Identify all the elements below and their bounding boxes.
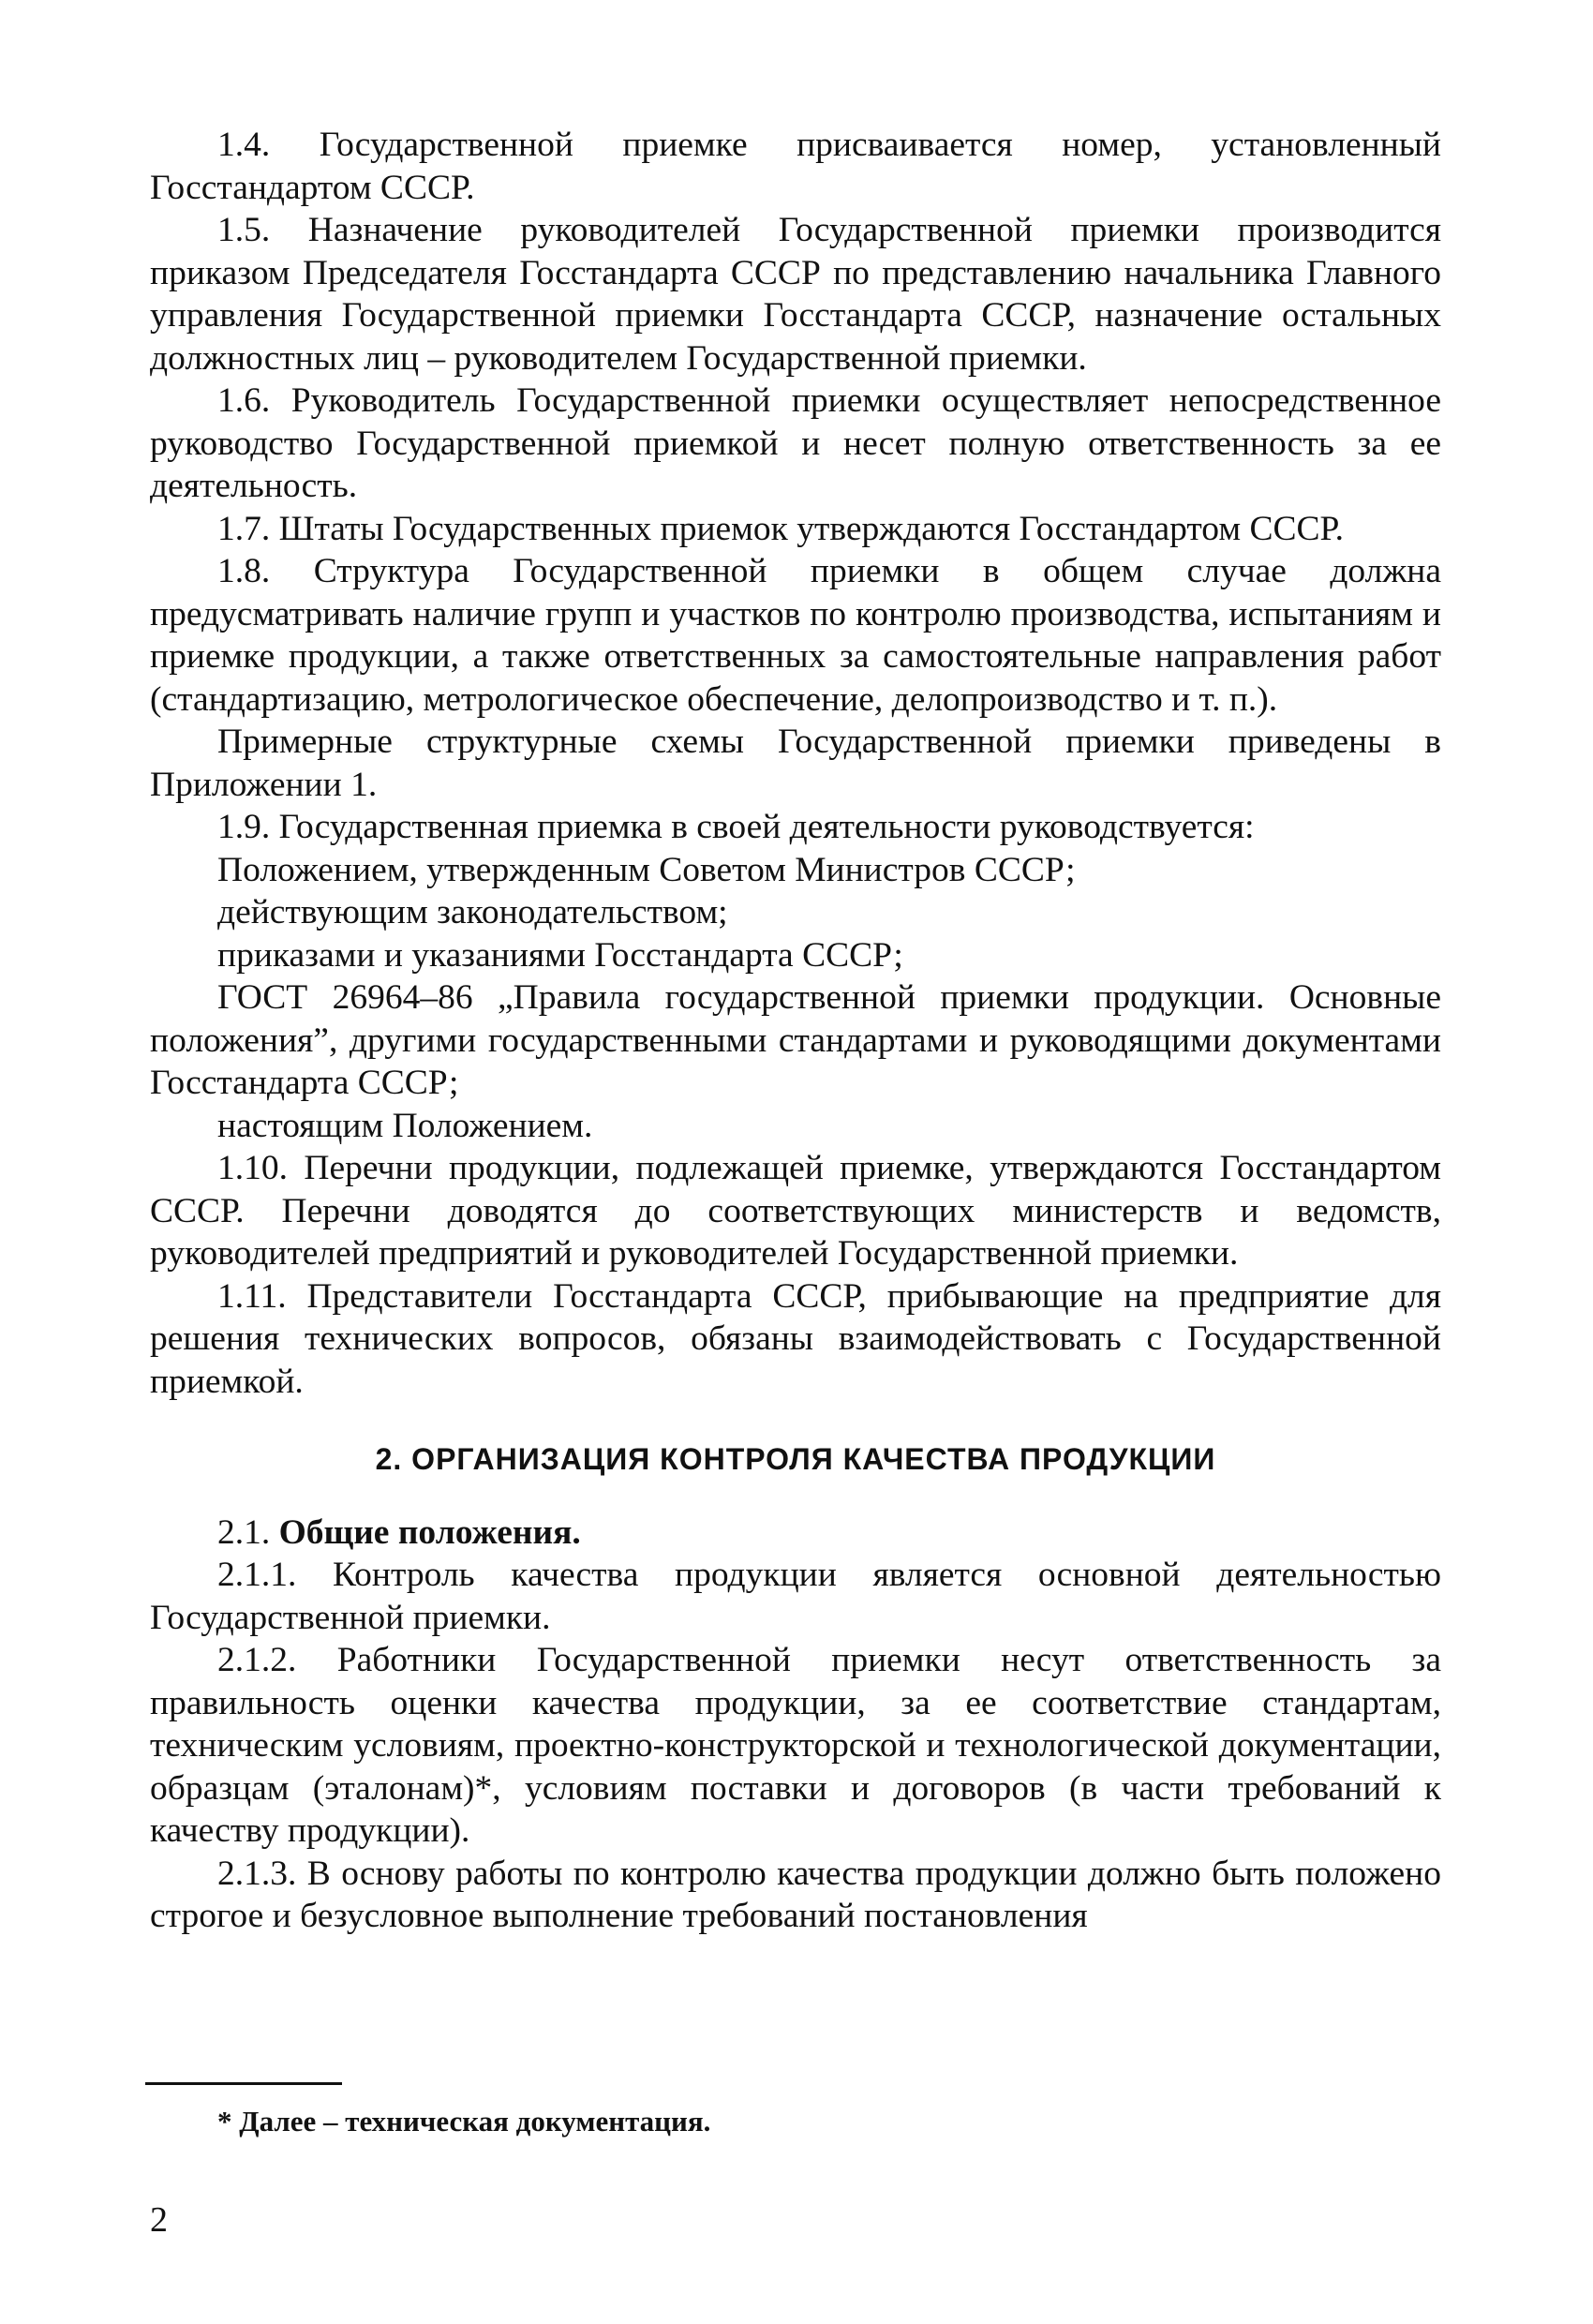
- guidance-list-item: действующим законодательством;: [217, 893, 728, 931]
- paragraph-1-8: 1.8. Структура Государственной приемки в общем случае должна предусматривать наличие групп и участков по контролю производства, испытаниям и приемке продукции, а также ответственных за самостоятельные направления работ (стандартизацию, метрологическое обеспечение, делопроизводство и т. п.).: [150, 552, 1441, 719]
- paragraph-this-regulation: настоящим Положением.: [217, 1106, 593, 1145]
- paragraph-2-1-1: 2.1.1. Контроль качества продукции является основной деятельностью Государственной приемки.: [150, 1556, 1441, 1637]
- paragraph-appendix-note: Примерные структурные схемы Государственной приемки приведены в Приложении 1.: [150, 723, 1441, 804]
- paragraph-1-7: 1.7. Штаты Государственных приемок утверждаются Госстандартом СССР.: [217, 509, 1345, 548]
- paragraph-1-11: 1.11. Представители Госстандарта СССР, прибывающие на предприятие для решения технических вопросов, обязаны взаимодействовать с Государственной приемкой.: [150, 1276, 1441, 1401]
- paragraph-1-4: 1.4. Государственной приемке присваивается номер, установленный Госстандартом СССР.: [150, 126, 1441, 207]
- footnote: * Далее – техническая документация.: [217, 2105, 711, 2138]
- page-number: 2: [150, 2200, 168, 2240]
- section-heading: 2. ОРГАНИЗАЦИЯ КОНТРОЛЯ КАЧЕСТВА ПРОДУКЦИИ: [375, 1442, 1216, 1476]
- subsection-heading: [150, 1512, 1441, 1555]
- footnote-divider: [145, 2082, 342, 2085]
- subsection-number: 2.1.: [217, 1512, 271, 1552]
- body-text: [150, 124, 1441, 1938]
- paragraph-gost: ГОСТ 26964–86 „Правила государственной приемки продукции. Основные положения”, другими государственными стандартами и руководящими документами Госстандарта СССР;: [150, 978, 1441, 1102]
- guidance-list-item: приказами и указаниями Госстандарта СССР;: [217, 935, 903, 975]
- paragraph-2-1-3: 2.1.3. В основу работы по контролю качества продукции должно быть положено строгое и безусловное выполнение требований постановления: [150, 1854, 1441, 1935]
- paragraph-1-5: 1.5. Назначение руководителей Государственной приемки производится приказом Председателя Госстандарта СССР по представлению начальника Главного управления Государственной приемки Госстандарта СССР, назначение остальных должностных лиц – руководителем Государственной приемки.: [150, 211, 1441, 378]
- subsection-title: Общие положения.: [278, 1512, 581, 1552]
- paragraph-1-9: 1.9. Государственная приемка в своей деятельности руководствуется:: [217, 808, 1255, 846]
- paragraph-2-1-2: 2.1.2. Работники Государственной приемки несут ответственность за правильность оценки качества продукции, за ее соответствие стандартам, техническим условиям, проектно-конструкторской и технологической документации, образцам (эталонам)*, условиям поставки и договоров (в части требований к качеству продукции).: [150, 1641, 1441, 1850]
- paragraph-1-10: 1.10. Перечни продукции, подлежащей приемке, утверждаются Госстандартом СССР. Перечни доводятся до соответствующих министерств и ведомств, руководителей предприятий и руководителей Государственной приемки.: [150, 1149, 1441, 1273]
- paragraph-1-6: 1.6. Руководитель Государственной приемки осуществляет непосредственное руководство Государственной приемкой и несет полную ответственность за ее деятельность.: [150, 381, 1441, 505]
- guidance-list-item: Положением, утвержденным Советом Министров СССР;: [217, 850, 1076, 889]
